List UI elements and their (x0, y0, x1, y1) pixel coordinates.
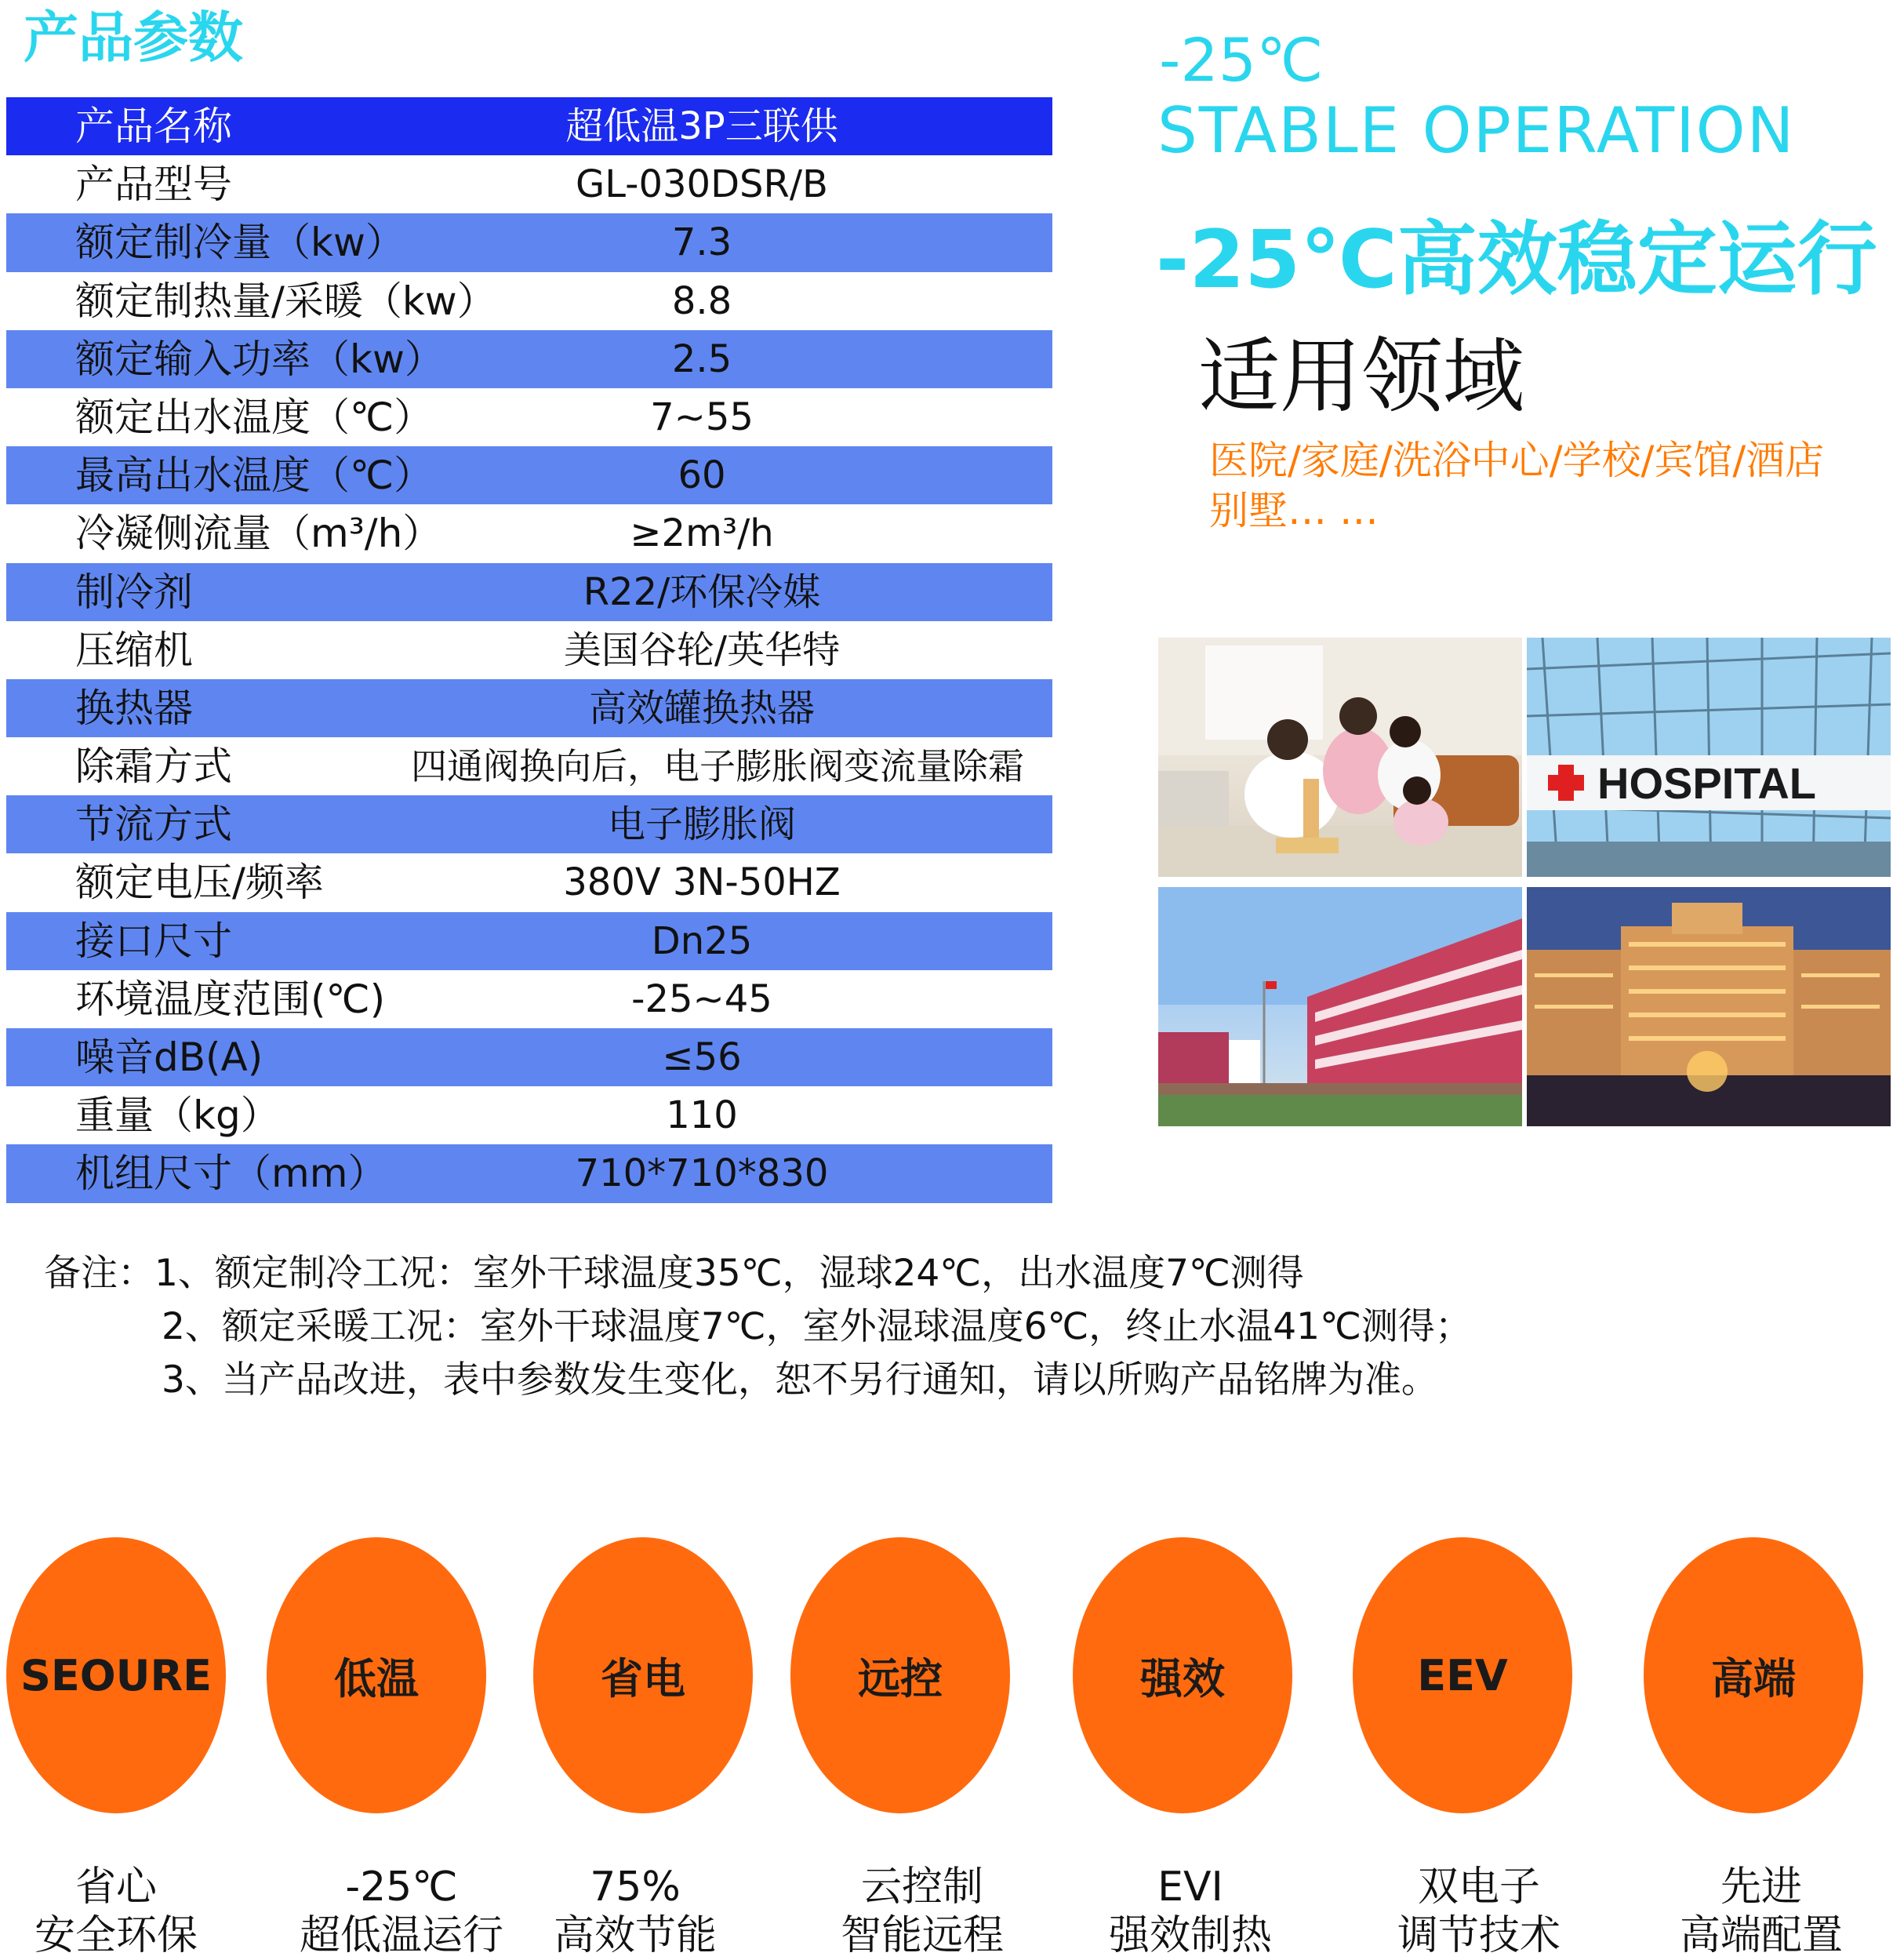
family-photo (1158, 638, 1522, 877)
feature-caption-line: 强效制热 (1108, 1912, 1272, 1959)
feature-circle-label: 远控 (858, 1653, 943, 1704)
feature-circle-label: 强效 (1140, 1653, 1225, 1704)
spec-value: GL-030DSR/B (576, 162, 828, 207)
table-header-row (6, 97, 1052, 155)
spec-label: 机组尺寸（mm） (75, 1151, 387, 1197)
spec-value: ≤56 (662, 1035, 742, 1079)
feature-circle-label: 省电 (601, 1653, 685, 1704)
spec-label: 压缩机 (75, 627, 193, 673)
notes (44, 1247, 1472, 1407)
spec-label: 节流方式 (75, 802, 232, 848)
spec-value: R22/环保冷媒 (583, 569, 821, 614)
feature-secure (6, 1537, 226, 1813)
spec-label: 噪音dB(A) (75, 1035, 263, 1080)
spec-value: ≥2m³/h (630, 511, 774, 556)
hospital-sign-text: HOSPITAL (1597, 758, 1816, 808)
table-row (6, 795, 1052, 853)
feature-remote-control (790, 1537, 1010, 1813)
feature-strong-heating (1073, 1537, 1292, 1813)
table-row (6, 272, 1052, 330)
spec-label: 最高出水温度（℃） (75, 453, 434, 499)
spec-value: 380V 3N-50HZ (563, 860, 841, 905)
feature-circle (1073, 1537, 1292, 1813)
spec-label: 额定制热量/采暖（kw） (75, 278, 496, 324)
feature-high-end (1644, 1537, 1863, 1813)
spec-value: -25~45 (631, 976, 772, 1021)
spec-label: 重量（kg） (75, 1093, 280, 1139)
feature-caption-line: 先进 (1720, 1864, 1802, 1911)
feature-low-temp (267, 1537, 486, 1813)
spec-label: 换热器 (75, 685, 193, 731)
spec-value: 超低温3P三联供 (565, 104, 838, 148)
table-row (6, 1028, 1052, 1086)
table-row (6, 970, 1052, 1028)
feature-power-saving (533, 1537, 753, 1813)
spec-value: 8.8 (671, 278, 732, 323)
feature-caption (797, 1863, 1048, 1960)
feature-caption (510, 1863, 761, 1960)
feature-caption-line: 高端配置 (1679, 1912, 1843, 1959)
hotel-photo (1527, 887, 1891, 1126)
feature-circle (1353, 1537, 1572, 1813)
feature-circle (790, 1537, 1010, 1813)
applicable-fields-heading: 适用领域 (1198, 329, 1525, 424)
fields-line: 别墅… … (1209, 488, 1379, 533)
feature-circle (267, 1537, 486, 1813)
spec-label: 冷凝侧流量（m³/h） (75, 511, 442, 557)
spec-label: 额定输入功率（kw） (75, 336, 444, 382)
spec-value: 60 (678, 453, 726, 498)
spec-value: 7~55 (650, 395, 754, 439)
applicable-fields-list (1209, 435, 1884, 536)
table-row (6, 853, 1052, 911)
table-row (6, 155, 1052, 213)
feature-caption-line: 调节技术 (1397, 1912, 1561, 1959)
page-title: 产品参数 (24, 5, 243, 70)
stable-operation-heading: STABLE OPERATION (1157, 94, 1796, 167)
spec-table (6, 97, 1052, 1203)
spec-label: 环境温度范围(℃) (75, 976, 386, 1022)
feature-caption-line: EVI (1157, 1864, 1223, 1911)
feature-caption (1353, 1863, 1604, 1960)
feature-caption-line: 安全环保 (34, 1912, 198, 1959)
note-line: 3、当产品改进，表中参数发生变化，恕不另行通知，请以所购产品铭牌为准。 (162, 1358, 1438, 1402)
feature-caption-line: 双电子 (1417, 1864, 1540, 1911)
feature-caption-line: 省心 (74, 1864, 157, 1911)
spec-label: 额定电压/频率 (75, 860, 324, 906)
table-row (6, 504, 1052, 562)
table-row (6, 563, 1052, 621)
spec-value: 高效罐换热器 (588, 685, 815, 730)
spec-label: 产品型号 (75, 162, 232, 208)
spec-value: 7.3 (671, 220, 732, 265)
feature-circle-label: EEV (1417, 1650, 1508, 1700)
spec-label: 除霜方式 (75, 744, 232, 790)
table-row (6, 213, 1052, 271)
spec-label: 接口尺寸 (75, 918, 232, 964)
efficient-operation-heading: -25℃高效稳定运行 (1156, 213, 1877, 307)
spec-label: 制冷剂 (75, 569, 193, 615)
feature-caption (1065, 1863, 1316, 1960)
spec-value: 美国谷轮/英华特 (563, 627, 841, 672)
spec-value: 110 (666, 1093, 738, 1138)
feature-caption-line: 智能远程 (840, 1912, 1004, 1959)
feature-caption-line: -25℃ (345, 1864, 458, 1911)
table-row (6, 621, 1052, 679)
feature-circle-label: 低温 (334, 1653, 419, 1704)
hospital-photo (1527, 638, 1891, 877)
table-row (6, 446, 1052, 504)
table-row (6, 1086, 1052, 1144)
feature-circle-label: 高端 (1711, 1653, 1796, 1704)
feature-caption (276, 1863, 527, 1960)
table-row (6, 1144, 1052, 1202)
spec-value: 电子膨胀阀 (607, 802, 796, 847)
temperature-heading: -25℃ (1159, 25, 1324, 95)
feature-caption (1636, 1863, 1887, 1960)
feature-circle-label: SEOURE (20, 1650, 212, 1700)
spec-value: 四通阀换向后，电子膨胀阀变流量除霜 (411, 745, 1024, 788)
feature-caption-line: 云控制 (860, 1864, 983, 1911)
note-line: 2、额定采暖工况：室外干球温度7℃，室外湿球温度6℃，终止水温41℃测得； (162, 1305, 1472, 1348)
feature-circle (533, 1537, 753, 1813)
table-row (6, 388, 1052, 446)
table-row (6, 912, 1052, 970)
spec-value: 2.5 (671, 336, 732, 381)
spec-label: 额定制冷量（kw） (75, 220, 405, 266)
spec-value: 710*710*830 (575, 1151, 829, 1196)
table-row (6, 737, 1052, 795)
table-row (6, 679, 1052, 737)
fields-line: 医院/家庭/洗浴中心/学校/宾馆/酒店 (1209, 438, 1825, 483)
feature-caption (0, 1863, 242, 1960)
feature-caption-line: 高效节能 (553, 1912, 717, 1959)
feature-caption-line: 75% (590, 1864, 681, 1911)
note-line: 备注：1、额定制冷工况：室外干球温度35℃，湿球24℃，出水温度7℃测得 (44, 1252, 1304, 1295)
spec-value: Dn25 (651, 918, 753, 963)
feature-circle (1644, 1537, 1863, 1813)
spec-label: 额定出水温度（℃） (75, 394, 434, 440)
feature-caption-line: 超低温运行 (299, 1912, 503, 1959)
table-row (6, 330, 1052, 388)
feature-circle (6, 1537, 226, 1813)
school-photo (1158, 887, 1522, 1126)
spec-label: 产品名称 (75, 104, 232, 149)
feature-eev (1353, 1537, 1572, 1813)
